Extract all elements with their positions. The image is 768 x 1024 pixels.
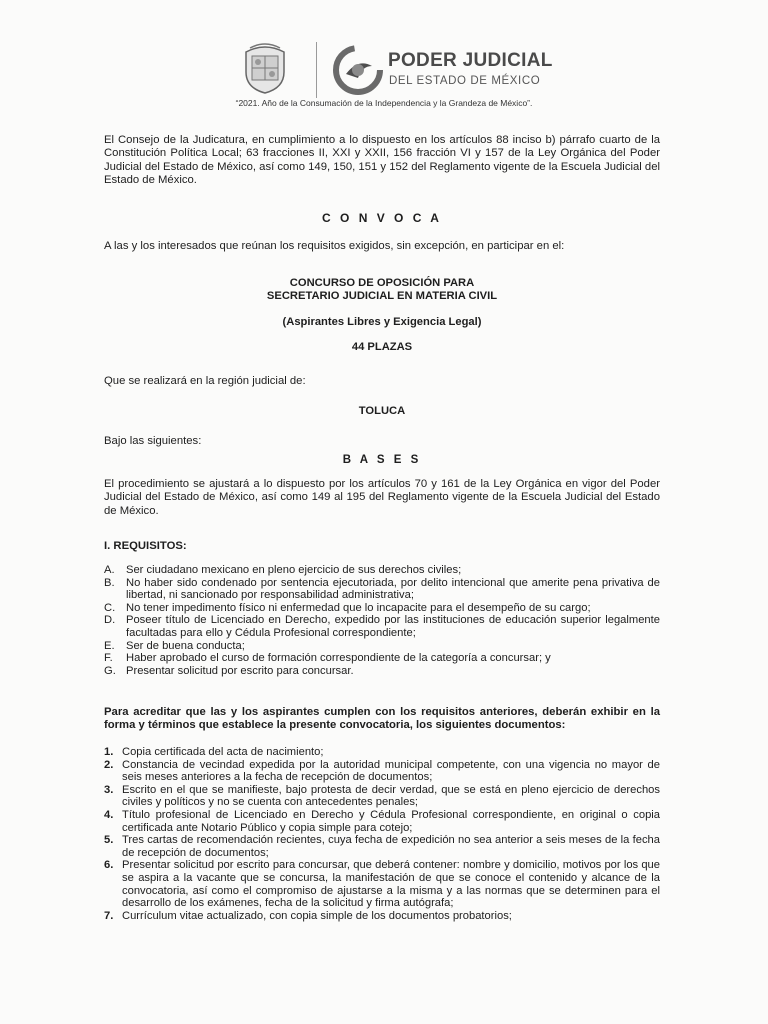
list-item-text: No tener impedimento físico ni enfermedad que lo incapacite para el desempeño de su cargo; [126,601,591,614]
list-marker: C. [104,601,116,614]
list-item-text: Ser ciudadano mexicano en pleno ejercicio de sus derechos civiles; [126,564,462,576]
list-item [104,652,660,665]
list-item-text: Tres cartas de recomendación recientes, cuya fecha de expedición no sea anterior a seis meses de la fecha de recepción de documentos; [122,834,660,859]
contest-title-line-2: SECRETARIO JUDICIAL EN MATERIA CIVIL [266,290,498,302]
list-item [104,759,660,784]
aspirants-type: (Aspirantes Libres y Exigencia Legal) [282,316,482,328]
list-item [104,910,660,923]
list-item [104,784,660,809]
list-item-text: No haber sido condenado por sentencia ejecutoriada, por delito intencional que amerite pena privativa de libertad, ni sancionado por responsabilidad administrativa; [126,576,660,602]
list-marker: D. [104,614,116,627]
list-marker: B. [104,576,115,589]
list-item [104,809,660,834]
list-marker: 6. [104,859,114,872]
region-intro: Que se realizará en la región judicial de: [104,375,306,387]
list-item-text: Ser de buena conducta; [126,639,245,652]
list-marker: 2. [104,758,114,771]
list-item [104,859,660,909]
documents-list [104,746,660,922]
list-item-text: Copia certificada del acta de nacimiento; [122,746,324,758]
list-marker: 3. [104,783,114,796]
org-subtitle: DEL ESTADO DE MÉXICO [389,75,541,87]
list-item-text: Haber aprobado el curso de formación correspondiente de la categoría a concursar; y [126,652,551,665]
requirements-heading: I. REQUISITOS: [104,540,187,552]
list-item-text: Constancia de vecindad expedida por la autoridad municipal competente, con una vigencia no mayor de seis meses anteriores a la fecha de recepción de documentos; [122,758,660,784]
list-item [104,746,660,759]
list-item [104,834,660,859]
documents-intro: Para acreditar que las y los aspirantes cumplen con los requisitos anteriores, deberán exhibir en la forma y términos que establece la presente convocatoria, los siguientes documentos: [104,706,660,732]
convoca-heading: C O N V O C A [322,211,442,225]
list-marker: 7. [104,909,114,922]
list-item [104,640,660,653]
poder-judicial-logo-icon [332,44,384,96]
invitation-text: A las y los interesados que reúnan los requisitos exigidos, sin excepción, en participar en el: [104,240,565,252]
list-item-text: Título profesional de Licenciado en Derecho y Cédula Profesional correspondiente, en original o copia certificada ante Notario Público y copia simple para cotejo; [122,808,660,834]
bases-heading: B A S E S [342,454,422,466]
list-item-text: Escrito en el que se manifieste, bajo protesta de decir verdad, que se está en pleno ejercicio de derechos civiles y políticos y no se cuenta con antecedentes penales; [122,783,660,809]
region-name: TOLUCA [358,405,406,417]
list-item [104,602,660,615]
list-item-text: Presentar solicitud por escrito para concursar. [126,664,354,677]
intro-paragraph: El Consejo de la Judicatura, en cumplimiento a lo dispuesto en los artículos 88 inciso b) párrafo cuarto de la Constitución Política Local; 63 fracciones II, XXI y XXII, 156 fracción VI y 157 de la Ley Orgánica del Poder Judicial del Estado de México, así como 149, 150, 151 y 152 del Reglamento vigente de la Escuela Judicial del Estado de México. [104,134,660,187]
contest-title-line-1: CONCURSO DE OPOSICIÓN PARA [289,277,475,289]
list-item [104,577,660,602]
list-item-text: Poseer título de Licenciado en Derecho, expedido por las instituciones de educación superior legalmente facultadas para ello y Cédula Profesional correspondiente; [126,614,660,639]
list-marker: F. [104,652,113,665]
header-divider [316,42,317,98]
list-marker: E. [104,639,115,652]
list-item-text: Currículum vitae actualizado, con copia simple de los documentos probatorios; [122,909,512,922]
list-item [104,614,660,639]
state-seal-icon [240,42,290,94]
list-marker: 1. [104,746,114,758]
letterhead [0,40,768,100]
list-marker: G. [104,664,116,677]
list-item [104,665,660,678]
list-marker: 4. [104,808,114,821]
bases-intro: Bajo las siguientes: [104,435,202,447]
list-marker: A. [104,564,115,576]
list-marker: 5. [104,834,114,847]
list-item-text: Presentar solicitud por escrito para concursar, que deberá contener: nombre y domicilio, motivos por los que se aspira a la vacante que se concursa, la manifestación de que se conoce el contenido y alcance de la convocatoria, así como el compromiso de ajustarse a la misma y a las normas que se determinen para el desarrollo de los exámenes, fecha de la solicitud y firma autógrafa; [122,859,660,910]
org-title: PODER JUDICIAL [388,50,553,71]
places-count: 44 PLAZAS [351,341,413,353]
year-motto: “2021. Año de la Consumación de la Independencia y la Grandeza de México”. [235,98,533,108]
list-item [104,564,660,577]
requirements-list [104,564,660,677]
procedure-paragraph: El procedimiento se ajustará a lo dispuesto por los artículos 70 y 161 de la Ley Orgánica en vigor del Poder Judicial del Estado de México, así como 149 al 195 del Reglamento vigente de la Escuela Judicial del Estado de México. [104,478,660,517]
